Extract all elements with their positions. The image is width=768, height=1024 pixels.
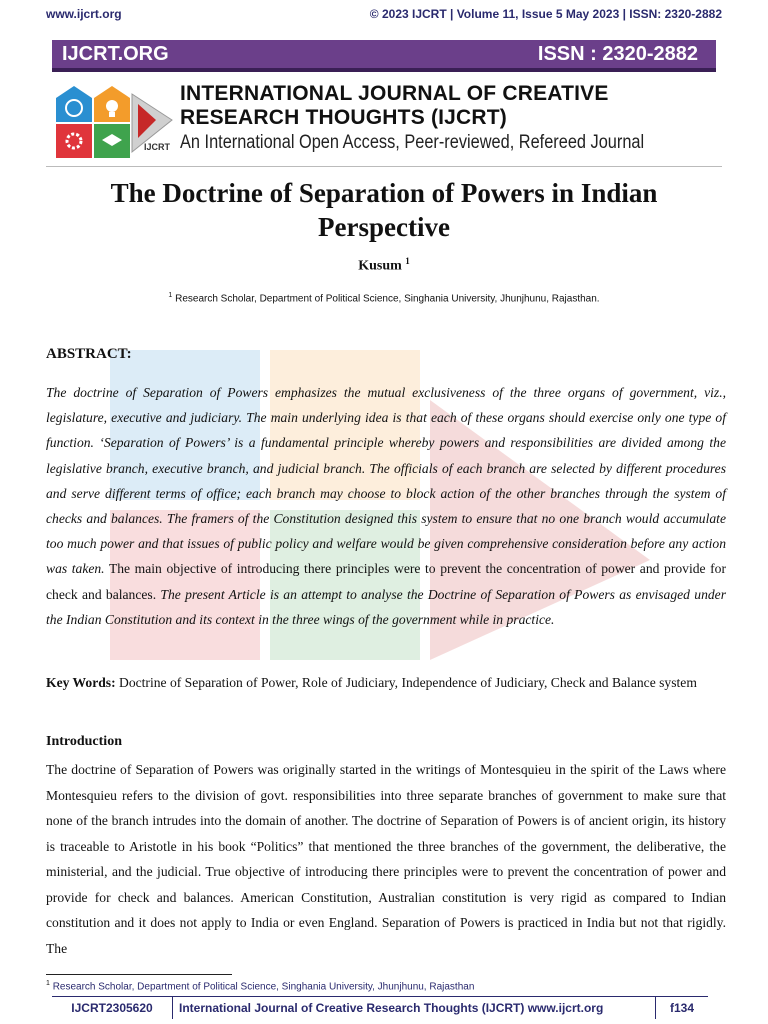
author-footnote-marker[interactable]: 1: [405, 256, 410, 266]
banner-site: IJCRT.ORG: [62, 42, 169, 65]
paper-id: IJCRT2305620: [71, 1001, 153, 1015]
site-url[interactable]: www.ijcrt.org: [46, 7, 122, 21]
journal-subtitle: An International Open Access, Peer-reviewed, Refereed Journal: [180, 132, 645, 153]
footnote: $^1$ Research Scholar, Department of Political Science, Singhania University, Jhunjhunu, Rajasthan: [46, 980, 475, 993]
logo-text: IJCRT: [144, 142, 171, 152]
introduction-heading: Introduction: [46, 734, 122, 749]
page-footer: [52, 996, 708, 1019]
abstract-body: The doctrine of Separation of Powers emphasizes the mutual exclusiveness of the three organs of government, viz., legislature, executive and judiciary. The main underlying idea is that each of these organs should exercise only one type of function. ‘Separation of Powers’ is a fundamental principle whereby powers and responsibilities are divided among the legislative branch, executive branch, and judicial branch. The officials of each branch are selected by different procedures and serve different terms of office; each branch may choose to block action of the other branches through the system of checks and balances. The framers of the Constitution designed this system to ensure that no one branch would accumulate too much power and that issues of public policy and welfare would be given comprehensive consideration before any action was taken. The main objective of introducing there principles were to prevent the concentration of power and provide for check and balances. The present Article is an attempt to analyse the Doctrine of Separation of Powers as envisaged under the Indian Constitution and its context in the three wings of the government while in practice.: [46, 385, 727, 627]
banner-issn: ISSN : 2320-2882: [537, 42, 698, 65]
page-number: f134: [655, 997, 708, 1019]
journal-title: INTERNATIONAL JOURNAL OF CREATIVE RESEARCH THOUGHTS (IJCRT): [180, 82, 609, 129]
abstract-heading: ABSTRACT:: [46, 346, 132, 362]
introduction-body: The doctrine of Separation of Powers was originally started in the writings of Montesquieu in the spirit of the Laws where Montesquieu refers to the division of govt. responsibilities into three separate branches of government to make sure that none of the branch intrudes into the domain of another. The doctrine of Separation of Powers is of ancient origin, its history is traceable to Aristotle in his book “Politics” that mentioned the three branches of the government, the deliberative, the ministerial, and the judicial. True objective of introducing there principles were to prevent the concentration of power and provide for check and balances. American Constitution, Australian constitution is very rigid as compared to Indian constitution and it does not apply to India or even England. Separation of Powers is practiced in India but not that rigidly. The: [46, 762, 726, 956]
header-divider: [46, 166, 722, 167]
issue-meta: © 2023 IJCRT | Volume 11, Issue 5 May 2023 | ISSN: 2320-2882: [369, 7, 722, 21]
footer-journal[interactable]: International Journal of Creative Research Thoughts (IJCRT) www.ijcrt.org: [172, 997, 655, 1019]
article-title: The Doctrine of Separation of Powers in Indian Perspective: [110, 178, 658, 242]
keywords: [46, 670, 726, 695]
keywords-list: Doctrine of Separation of Power, Role of Judiciary, Independence of Judiciary, Check and Balance system: [115, 675, 697, 690]
author-name: Kusum $^1$: [358, 256, 410, 274]
author-affiliation: $^1$ Research Scholar, Department of Political Science, Singhania University, Jhunjhunu, Rajasthan.: [168, 292, 600, 305]
keywords-label: Key Words:: [46, 675, 116, 690]
journal-banner: [52, 40, 716, 72]
footnote-rule: [46, 974, 232, 975]
ijcrt-logo-icon: [52, 82, 176, 162]
running-header: [46, 6, 722, 22]
